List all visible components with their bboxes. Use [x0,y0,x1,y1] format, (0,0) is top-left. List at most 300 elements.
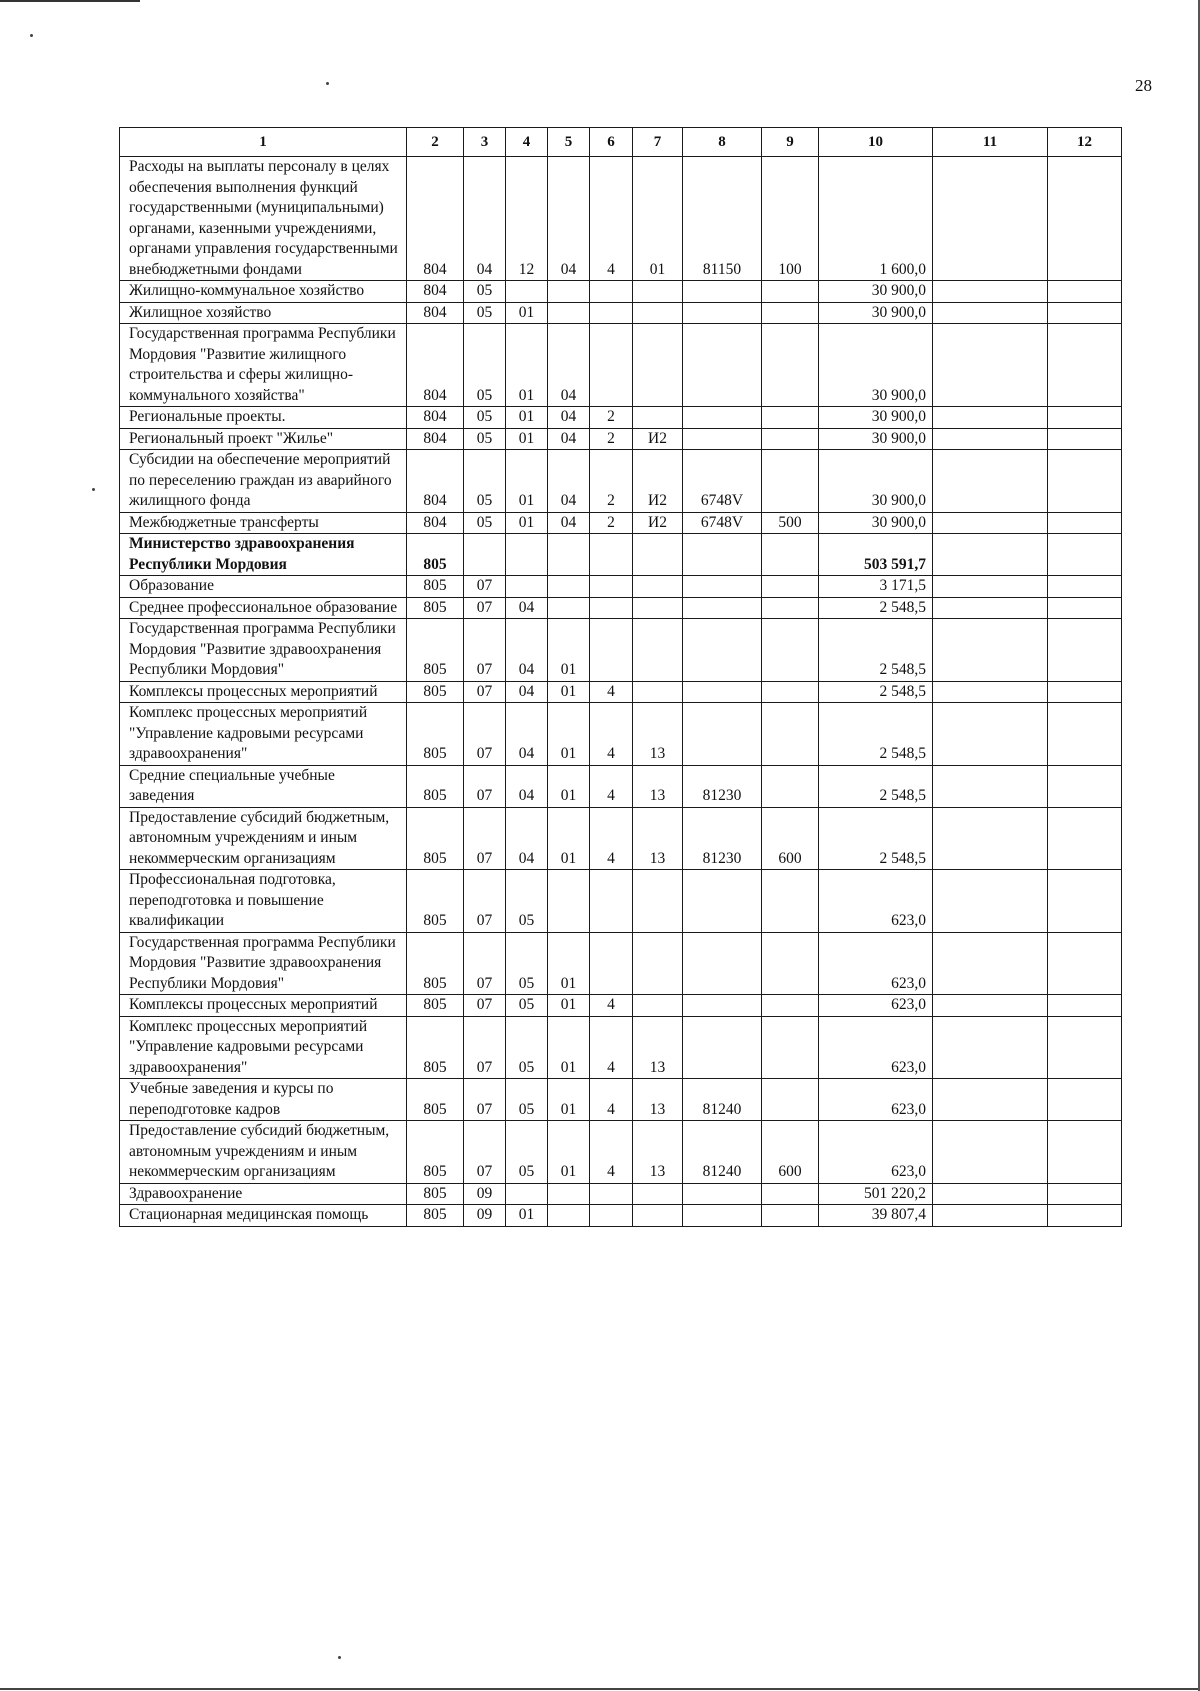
row-code-cell-4: 04 [506,681,548,703]
row-code-cell-8 [683,597,762,619]
row-amount-cell: 30 900,0 [819,450,933,513]
row-code-cell-2: 804 [407,302,464,324]
row-code-cell-8 [683,1183,762,1205]
row-code-cell-12 [1048,1205,1122,1227]
row-code-cell-4: 05 [506,1016,548,1079]
row-code-cell-8 [683,534,762,576]
row-code-cell-2: 805 [407,995,464,1017]
table-row [120,302,1122,324]
table-row [120,281,1122,303]
budget-table [119,127,1122,1227]
row-amount-cell: 501 220,2 [819,1183,933,1205]
row-code-cell-7 [633,302,683,324]
row-code-cell-11 [933,807,1048,870]
row-amount-cell: 623,0 [819,995,933,1017]
row-code-cell-12 [1048,1016,1122,1079]
row-code-cell-2: 805 [407,1183,464,1205]
row-code-cell-5 [548,597,590,619]
row-code-cell-4 [506,576,548,598]
row-code-cell-7: 13 [633,703,683,766]
row-code-cell-11 [933,995,1048,1017]
row-code-cell-9 [762,302,819,324]
row-code-cell-11 [933,1121,1048,1184]
table-row [120,407,1122,429]
row-code-cell-9: 600 [762,1121,819,1184]
row-amount-cell: 30 900,0 [819,512,933,534]
row-code-cell-2: 805 [407,1205,464,1227]
row-code-cell-11 [933,407,1048,429]
row-code-cell-11 [933,932,1048,995]
row-code-cell-9 [762,1183,819,1205]
row-code-cell-6: 4 [590,1079,633,1121]
row-code-cell-8 [683,407,762,429]
row-code-cell-9 [762,1079,819,1121]
row-code-cell-8: 81230 [683,765,762,807]
scan-edge-top [0,0,140,2]
row-code-cell-11 [933,428,1048,450]
row-code-cell-7: 13 [633,1121,683,1184]
row-code-cell-3: 07 [464,703,506,766]
row-code-cell-9 [762,1016,819,1079]
table-row [120,703,1122,766]
row-code-cell-9: 600 [762,807,819,870]
row-name-cell: Средние специальные учебные заведения [120,765,407,807]
row-code-cell-4: 05 [506,1121,548,1184]
row-code-cell-5 [548,1205,590,1227]
row-amount-cell: 623,0 [819,932,933,995]
row-name-cell: Жилищное хозяйство [120,302,407,324]
row-code-cell-9 [762,932,819,995]
row-code-cell-3: 04 [464,157,506,281]
table-row [120,870,1122,933]
row-code-cell-7 [633,1205,683,1227]
row-amount-cell: 2 548,5 [819,597,933,619]
table-row [120,1183,1122,1205]
row-code-cell-8 [683,281,762,303]
table-row [120,450,1122,513]
row-code-cell-2: 805 [407,765,464,807]
header-cell: 10 [819,128,933,157]
row-code-cell-6: 2 [590,407,633,429]
row-code-cell-8 [683,576,762,598]
row-code-cell-6 [590,302,633,324]
row-code-cell-4: 05 [506,1079,548,1121]
row-code-cell-9 [762,324,819,407]
row-code-cell-3: 07 [464,597,506,619]
row-code-cell-3: 07 [464,870,506,933]
row-code-cell-4: 01 [506,302,548,324]
row-code-cell-5: 04 [548,512,590,534]
row-code-cell-6: 4 [590,995,633,1017]
row-code-cell-6: 4 [590,765,633,807]
row-code-cell-9 [762,450,819,513]
row-code-cell-7: 01 [633,157,683,281]
scan-speck [326,82,329,85]
row-name-cell: Субсидии на обеспечение мероприятий по переселению граждан из аварийного жилищного фонда [120,450,407,513]
row-amount-cell: 39 807,4 [819,1205,933,1227]
row-amount-cell: 2 548,5 [819,765,933,807]
row-code-cell-5: 01 [548,765,590,807]
row-code-cell-12 [1048,807,1122,870]
row-code-cell-4: 05 [506,995,548,1017]
row-code-cell-2: 805 [407,870,464,933]
row-code-cell-12 [1048,428,1122,450]
row-code-cell-11 [933,534,1048,576]
row-code-cell-3: 07 [464,765,506,807]
row-code-cell-11 [933,302,1048,324]
row-code-cell-11 [933,703,1048,766]
row-code-cell-3: 05 [464,407,506,429]
row-code-cell-7 [633,619,683,682]
row-code-cell-12 [1048,870,1122,933]
row-code-cell-5 [548,1183,590,1205]
row-code-cell-9 [762,681,819,703]
row-code-cell-11 [933,1016,1048,1079]
row-code-cell-8: 81240 [683,1121,762,1184]
row-code-cell-3: 07 [464,576,506,598]
header-cell: 1 [120,128,407,157]
row-code-cell-6 [590,932,633,995]
row-code-cell-8 [683,428,762,450]
row-code-cell-5 [548,302,590,324]
row-name-cell: Министерство здравоохранения Республики Мордовия [120,534,407,576]
row-code-cell-11 [933,870,1048,933]
row-code-cell-9 [762,407,819,429]
scan-speck [92,488,95,491]
row-code-cell-5: 04 [548,407,590,429]
row-code-cell-7 [633,870,683,933]
row-code-cell-7 [633,576,683,598]
row-code-cell-5: 01 [548,932,590,995]
row-code-cell-8 [683,932,762,995]
row-amount-cell: 3 171,5 [819,576,933,598]
table-row [120,428,1122,450]
row-code-cell-4: 05 [506,932,548,995]
row-code-cell-8 [683,302,762,324]
row-code-cell-12 [1048,932,1122,995]
header-cell: 11 [933,128,1048,157]
scan-edge-bottom [0,1688,1200,1690]
row-code-cell-12 [1048,576,1122,598]
row-code-cell-4: 04 [506,597,548,619]
row-code-cell-6: 4 [590,681,633,703]
row-code-cell-4: 01 [506,407,548,429]
row-code-cell-3: 05 [464,324,506,407]
row-code-cell-3: 07 [464,1016,506,1079]
header-cell: 8 [683,128,762,157]
row-code-cell-11 [933,765,1048,807]
row-code-cell-6: 2 [590,512,633,534]
row-code-cell-2: 804 [407,450,464,513]
row-code-cell-12 [1048,1121,1122,1184]
row-code-cell-12 [1048,619,1122,682]
row-code-cell-11 [933,681,1048,703]
row-code-cell-8 [683,324,762,407]
row-code-cell-5: 01 [548,807,590,870]
header-cell: 2 [407,128,464,157]
row-code-cell-2: 805 [407,597,464,619]
row-code-cell-5: 01 [548,703,590,766]
row-code-cell-12 [1048,1079,1122,1121]
row-code-cell-2: 805 [407,1079,464,1121]
row-code-cell-9 [762,597,819,619]
row-code-cell-2: 805 [407,703,464,766]
row-code-cell-8 [683,703,762,766]
row-code-cell-2: 804 [407,512,464,534]
row-code-cell-6: 4 [590,703,633,766]
row-amount-cell: 30 900,0 [819,428,933,450]
row-amount-cell: 623,0 [819,1016,933,1079]
row-code-cell-9 [762,534,819,576]
row-code-cell-11 [933,281,1048,303]
row-code-cell-6 [590,597,633,619]
row-code-cell-3: 07 [464,681,506,703]
row-code-cell-2: 805 [407,807,464,870]
row-code-cell-7 [633,1183,683,1205]
row-code-cell-7: И2 [633,512,683,534]
row-code-cell-5: 04 [548,450,590,513]
row-code-cell-9 [762,995,819,1017]
row-code-cell-12 [1048,407,1122,429]
row-code-cell-4 [506,534,548,576]
row-code-cell-5: 01 [548,1079,590,1121]
row-name-cell: Стационарная медицинская помощь [120,1205,407,1227]
row-name-cell: Расходы на выплаты персоналу в целях обеспечения выполнения функций государственными (муниципальными) органами, казенными учреждениями, органами управления государственными внебюджетными фондами [120,157,407,281]
row-code-cell-5: 01 [548,619,590,682]
table-row [120,932,1122,995]
row-code-cell-5: 04 [548,324,590,407]
row-code-cell-11 [933,512,1048,534]
row-code-cell-6: 4 [590,1121,633,1184]
row-name-cell: Государственная программа Республики Мордовия "Развитие здравоохранения Республики Мордовия" [120,932,407,995]
table-row [120,807,1122,870]
row-code-cell-5: 04 [548,157,590,281]
table-row [120,995,1122,1017]
row-code-cell-3: 07 [464,932,506,995]
header-cell: 12 [1048,128,1122,157]
row-code-cell-5 [548,870,590,933]
row-code-cell-7 [633,281,683,303]
row-code-cell-4: 12 [506,157,548,281]
row-code-cell-5 [548,576,590,598]
row-code-cell-5: 04 [548,428,590,450]
row-code-cell-2: 804 [407,157,464,281]
table-row [120,765,1122,807]
row-code-cell-2: 805 [407,932,464,995]
row-code-cell-7: 13 [633,1016,683,1079]
table-row [120,324,1122,407]
row-code-cell-6 [590,281,633,303]
row-code-cell-2: 805 [407,576,464,598]
row-code-cell-3 [464,534,506,576]
row-code-cell-12 [1048,324,1122,407]
row-code-cell-3: 05 [464,281,506,303]
page-number: 28 [1135,76,1152,95]
row-code-cell-12 [1048,995,1122,1017]
row-amount-cell: 1 600,0 [819,157,933,281]
row-name-cell: Региональный проект "Жилье" [120,428,407,450]
row-name-cell: Комплексы процессных мероприятий [120,995,407,1017]
row-code-cell-3: 07 [464,807,506,870]
row-code-cell-3: 07 [464,619,506,682]
row-code-cell-8 [683,619,762,682]
row-code-cell-7: 13 [633,765,683,807]
row-code-cell-9: 100 [762,157,819,281]
row-code-cell-11 [933,1205,1048,1227]
row-code-cell-12 [1048,1183,1122,1205]
row-amount-cell: 623,0 [819,1079,933,1121]
row-code-cell-8 [683,1205,762,1227]
row-code-cell-12 [1048,281,1122,303]
row-code-cell-3: 07 [464,1121,506,1184]
row-name-cell: Среднее профессиональное образование [120,597,407,619]
row-code-cell-12 [1048,681,1122,703]
row-code-cell-3: 05 [464,512,506,534]
row-code-cell-4: 01 [506,450,548,513]
row-code-cell-8: 81240 [683,1079,762,1121]
row-code-cell-6 [590,1183,633,1205]
row-code-cell-11 [933,157,1048,281]
row-code-cell-12 [1048,512,1122,534]
row-code-cell-8 [683,681,762,703]
row-code-cell-4: 04 [506,765,548,807]
row-code-cell-7: 13 [633,807,683,870]
row-code-cell-7 [633,597,683,619]
row-code-cell-7 [633,407,683,429]
row-code-cell-4: 04 [506,619,548,682]
row-code-cell-6 [590,1205,633,1227]
row-code-cell-6 [590,619,633,682]
row-code-cell-4: 01 [506,512,548,534]
row-code-cell-11 [933,450,1048,513]
row-code-cell-7: И2 [633,428,683,450]
row-code-cell-5: 01 [548,1016,590,1079]
row-code-cell-9 [762,1205,819,1227]
row-amount-cell: 2 548,5 [819,681,933,703]
row-name-cell: Жилищно-коммунальное хозяйство [120,281,407,303]
row-code-cell-9 [762,428,819,450]
row-code-cell-7 [633,681,683,703]
row-code-cell-3: 05 [464,450,506,513]
row-code-cell-6 [590,534,633,576]
row-code-cell-5: 01 [548,1121,590,1184]
row-amount-cell: 30 900,0 [819,324,933,407]
row-code-cell-2: 805 [407,619,464,682]
row-code-cell-7: И2 [633,450,683,513]
row-code-cell-2: 804 [407,428,464,450]
row-name-cell: Здравоохранение [120,1183,407,1205]
table-row [120,681,1122,703]
row-name-cell: Региональные проекты. [120,407,407,429]
row-code-cell-12 [1048,157,1122,281]
row-code-cell-12 [1048,302,1122,324]
table-row [120,1079,1122,1121]
row-code-cell-4 [506,1183,548,1205]
row-name-cell: Государственная программа Республики Мордовия "Развитие здравоохранения Республики Мордовия" [120,619,407,682]
row-name-cell: Государственная программа Республики Мордовия "Развитие жилищного строительства и сферы жилищно-коммунального хозяйства" [120,324,407,407]
row-code-cell-9 [762,281,819,303]
row-code-cell-5 [548,534,590,576]
row-code-cell-7 [633,995,683,1017]
row-code-cell-11 [933,1079,1048,1121]
row-code-cell-3: 07 [464,995,506,1017]
row-code-cell-4: 01 [506,324,548,407]
row-code-cell-11 [933,597,1048,619]
row-code-cell-8: 81150 [683,157,762,281]
header-cell: 9 [762,128,819,157]
table-row [120,157,1122,281]
row-code-cell-2: 804 [407,407,464,429]
row-code-cell-12 [1048,450,1122,513]
row-code-cell-11 [933,324,1048,407]
row-code-cell-5 [548,281,590,303]
header-cell: 7 [633,128,683,157]
scan-speck [30,34,33,37]
row-amount-cell: 2 548,5 [819,619,933,682]
row-code-cell-6: 2 [590,428,633,450]
row-amount-cell: 30 900,0 [819,302,933,324]
row-code-cell-12 [1048,534,1122,576]
row-name-cell: Межбюджетные трансферты [120,512,407,534]
row-code-cell-9 [762,870,819,933]
table-row [120,1016,1122,1079]
row-code-cell-4 [506,281,548,303]
row-name-cell: Предоставление субсидий бюджетным, автономным учреждениям и иным некоммерческим организациям [120,1121,407,1184]
row-code-cell-5: 01 [548,995,590,1017]
row-name-cell: Образование [120,576,407,598]
table-row [120,1121,1122,1184]
row-name-cell: Комплекс процессных мероприятий "Управление кадровыми ресурсами здравоохранения" [120,703,407,766]
row-code-cell-6 [590,324,633,407]
table-row [120,576,1122,598]
row-amount-cell: 623,0 [819,1121,933,1184]
row-name-cell: Комплексы процессных мероприятий [120,681,407,703]
row-amount-cell: 30 900,0 [819,407,933,429]
row-code-cell-2: 804 [407,324,464,407]
row-code-cell-2: 805 [407,1016,464,1079]
scan-speck [338,1656,341,1659]
row-code-cell-12 [1048,703,1122,766]
row-code-cell-3: 09 [464,1205,506,1227]
row-code-cell-6: 4 [590,1016,633,1079]
row-amount-cell: 2 548,5 [819,807,933,870]
table-row [120,534,1122,576]
row-code-cell-4: 05 [506,870,548,933]
row-code-cell-5: 01 [548,681,590,703]
row-code-cell-6 [590,870,633,933]
row-code-cell-3: 05 [464,428,506,450]
row-code-cell-11 [933,1183,1048,1205]
row-amount-cell: 623,0 [819,870,933,933]
row-code-cell-11 [933,576,1048,598]
row-code-cell-4: 04 [506,703,548,766]
table-row [120,1205,1122,1227]
row-code-cell-2: 805 [407,1121,464,1184]
table-row [120,597,1122,619]
row-amount-cell: 2 548,5 [819,703,933,766]
row-code-cell-4: 04 [506,807,548,870]
row-code-cell-7 [633,324,683,407]
row-code-cell-9 [762,576,819,598]
row-code-cell-11 [933,619,1048,682]
row-name-cell: Учебные заведения и курсы по переподготовке кадров [120,1079,407,1121]
row-code-cell-3: 09 [464,1183,506,1205]
row-code-cell-3: 05 [464,302,506,324]
row-code-cell-8: 6748V [683,450,762,513]
row-code-cell-6: 4 [590,807,633,870]
row-code-cell-7 [633,932,683,995]
row-name-cell: Профессиональная подготовка, переподготовка и повышение квалификации [120,870,407,933]
